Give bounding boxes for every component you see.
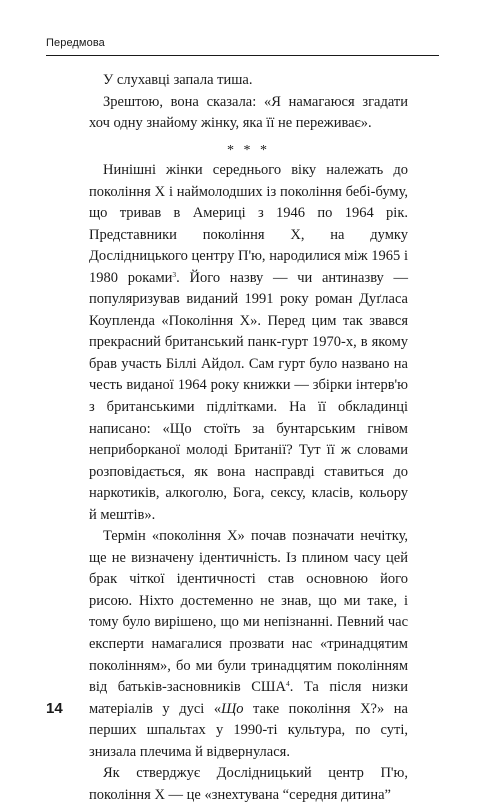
paragraph-text: Термін «покоління X» почав позначати нечітку, ще не визначену ідентичність. Із плином часу цей брак чіткої ідентичності став основною його рисою. Ніхто достеменно не знав, що ми таке, і тому було вирішено, що ми непізнанні. Певний час експерти намагалися прозвати нас «тринадцятим поколінням», бо ми були тринадцятим поколінням від батьків-засновників США (89, 528, 408, 696)
paragraph-text: . Його назву — чи антиназву — популяризував виданий 1991 року роман Дуґласа Коупленда «Покоління X». Перед цим так звався прекрасний британський панк-гурт 1970-х, в якому брав участь Біллі Айдол. Сам гурт було названо на честь виданої 1964 року книжки — збірки інтерв'ю з британськими підлітками. На її обкладинці написано: «Що стоїть за бунтарським гнівом неприборканої молоді Британії? Тут її ж словами розповідається, як вона насправді ставиться до наркотиків, алкоголю, Бога, сексу, класів, кольору й мештів». (89, 269, 409, 523)
page-number: 14 (46, 700, 63, 717)
dialogue-block (89, 70, 408, 135)
running-head-title: Передмова (46, 37, 105, 49)
main-text-block (89, 160, 408, 806)
footnote-ref-3[interactable]: 3 (172, 269, 177, 279)
footnote-ref-4[interactable]: 4 (286, 679, 290, 689)
paragraph-term-meaning (89, 526, 408, 763)
paragraph-quote: Зрештою, вона сказала: «Я намагаюся згадати хоч одну знайому жінку, яка її не переживає». (89, 93, 408, 132)
italic-word: Що (221, 700, 244, 717)
header-rule (46, 55, 439, 56)
paragraph-text: Нинішні жінки середнього віку належать до покоління X і наймолодших із покоління бебі-буму, що тривав в Америці з 1946 по 1964 рік. Представники покоління X, на думку Дослідницького центру П'ю, народилися між 1965 і 1980 роками (89, 162, 408, 286)
paragraph-text: таке покоління X?» на перших шпальтах у 1990-ті культура, по суті, знизала плечима й відвернулася. (89, 700, 408, 760)
paragraph-generation-x (89, 160, 408, 526)
paragraph-pew-research: Як стверджує Дослідницький центр П'ю, покоління X — це «знехтувана “середня дитина” (89, 765, 408, 803)
section-separator: * * * (227, 143, 270, 158)
paragraph-text: . Та після низки матеріалів у дусі « (89, 679, 408, 717)
paragraph-silence: У слухавці запала тиша. (103, 72, 253, 88)
